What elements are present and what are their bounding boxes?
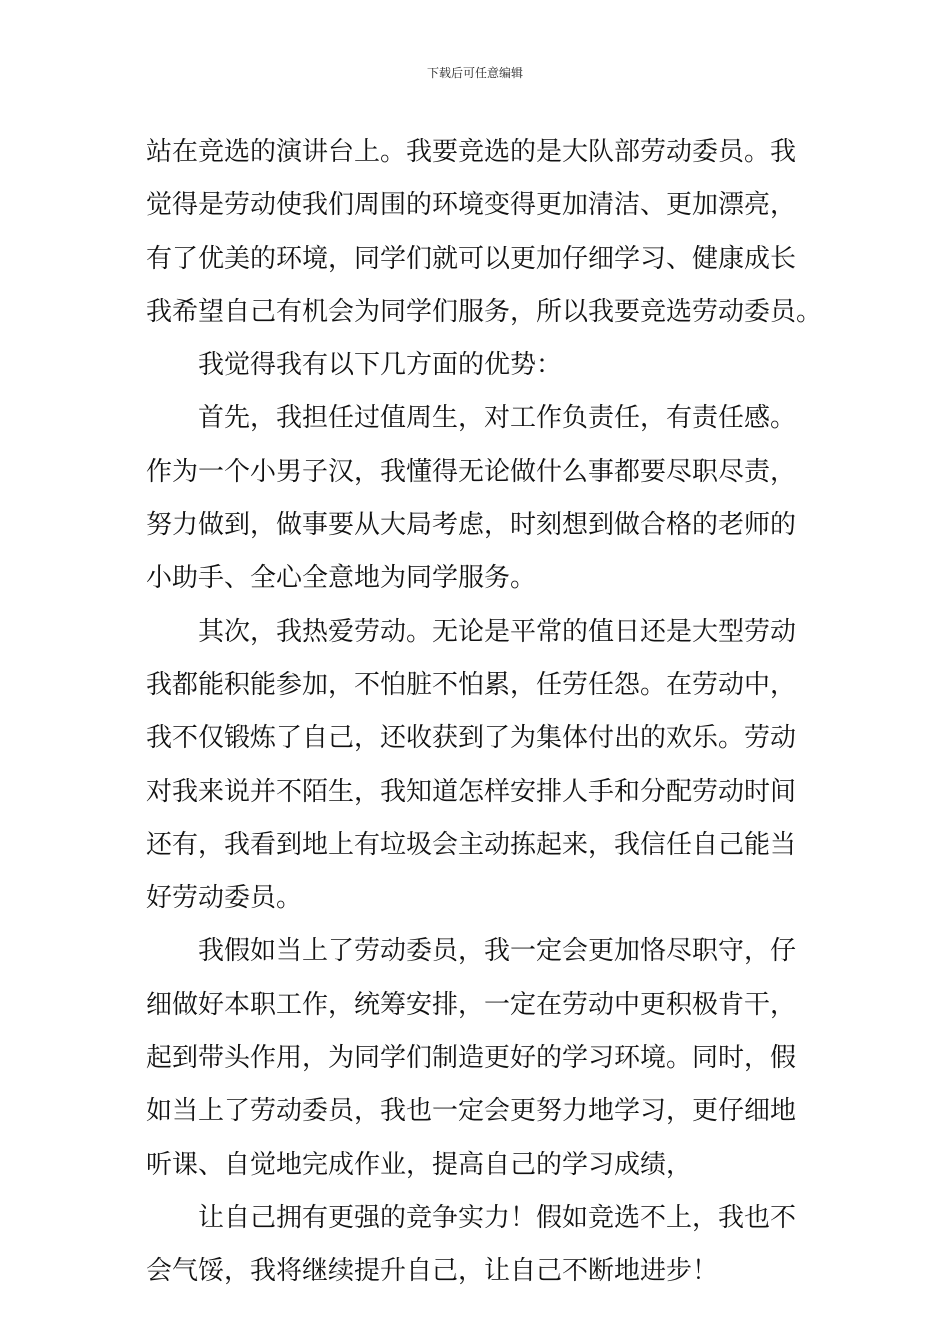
text-line-14: 还有，我看到地上有垃圾会主动拣起来，我信任自己能当	[146, 829, 797, 860]
text-line-13: 对我来说并不陌生，我知道怎样安排人手和分配劳动时间	[146, 776, 797, 807]
text-line-7: 作为一个小男子汉，我懂得无论做什么事都要尽职尽责，	[146, 456, 797, 487]
text-line-9: 小助手、全心全意地为同学服务。	[146, 563, 537, 594]
text-line-2: 觉得是劳动使我们周围的环境变得更加清洁、更加漂亮，	[146, 190, 797, 221]
text-line-3: 有了优美的环境，同学们就可以更加仔细学习、健康成长	[146, 243, 797, 274]
text-line-4: 我希望自己有机会为同学们服务，所以我要竞选劳动委员。	[146, 296, 823, 327]
document-body	[146, 126, 823, 1299]
text-line-12: 我不仅锻炼了自己，还收获到了为集体付出的欢乐。劳动	[146, 723, 797, 754]
text-line-18: 起到带头作用，为同学们制造更好的学习环境。同时，假	[146, 1043, 797, 1074]
text-line-5: 我觉得我有以下几方面的优势：	[198, 350, 563, 381]
text-line-20: 听课、自觉地完成作业，提高自己的学习成绩，	[146, 1149, 693, 1180]
text-line-8: 努力做到，做事要从大局考虑，时刻想到做合格的老师的	[146, 510, 797, 541]
text-line-10: 其次，我热爱劳动。无论是平常的值日还是大型劳动	[198, 616, 797, 647]
text-line-21: 让自己拥有更强的竞争实力！假如竞选不上，我也不	[198, 1202, 797, 1233]
text-line-17: 细做好本职工作，统筹安排，一定在劳动中更积极肯干，	[146, 989, 797, 1020]
text-line-22: 会气馁，我将继续提升自己，让自己不断地进步！	[146, 1256, 719, 1287]
text-line-11: 我都能积能参加，不怕脏不怕累，任劳任怨。在劳动中，	[146, 669, 797, 700]
page-header: 下载后可任意编辑	[426, 66, 523, 80]
text-line-19: 如当上了劳动委员，我也一定会更努力地学习，更仔细地	[146, 1096, 797, 1127]
text-line-16: 我假如当上了劳动委员，我一定会更加恪尽职守，仔	[198, 936, 797, 967]
text-line-6: 首先，我担任过值周生，对工作负责任，有责任感。	[198, 403, 797, 434]
text-line-1: 站在竞选的演讲台上。我要竞选的是大队部劳动委员。我	[146, 137, 797, 167]
text-line-15: 好劳动委员。	[146, 883, 303, 914]
